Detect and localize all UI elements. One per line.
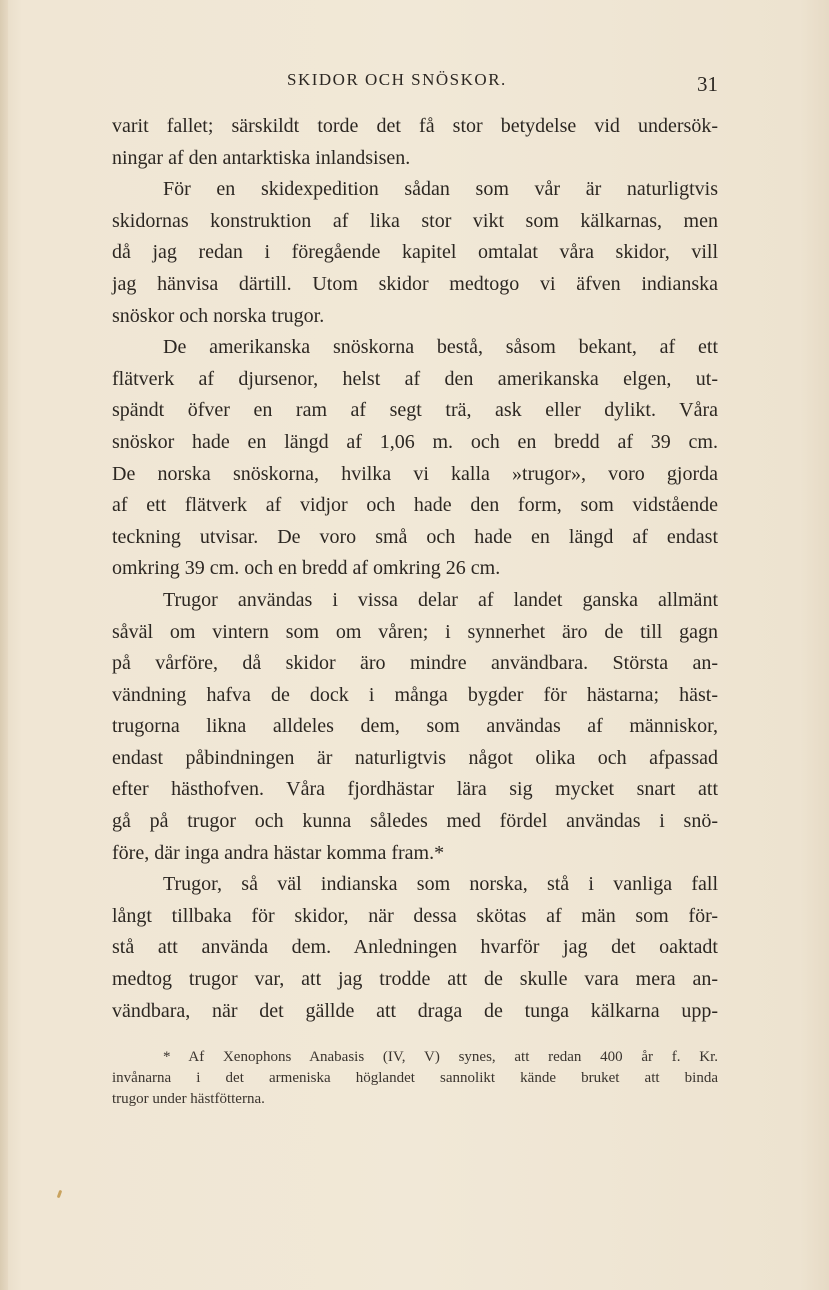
body-text (112, 111, 718, 1027)
text-line: stå att använda dem. Anledningen hvarför jag det oaktadt (112, 936, 718, 959)
text-line: medtog trugor var, att jag trodde att de skulle vara mera an- (112, 968, 718, 991)
footnote-line: trugor under hästfötterna. (112, 1091, 265, 1107)
footnote-line: * Af Xenophons Anabasis (IV, V) synes, att redan 400 år f. Kr. (163, 1049, 718, 1065)
text-line: snöskor och norska trugor. (112, 304, 325, 327)
text-line: då jag redan i föregående kapitel omtalat våra skidor, vill (112, 241, 718, 264)
text-line: teckning utvisar. De voro små och hade en längd af endast (112, 525, 718, 548)
text-line: flätverk af djursenor, helst af den amerikanska elgen, ut- (112, 367, 718, 390)
page-number: 31 (697, 72, 718, 96)
page-header (112, 70, 718, 100)
page-binding-edge (0, 0, 8, 1290)
text-line: trugorna likna alldeles dem, som användas af människor, (112, 715, 718, 738)
text-line: efter hästhofven. Våra fjordhästar lära sig mycket snart att (112, 778, 718, 801)
text-line: vändning hafva de dock i många bygder för hästarna; häst- (112, 683, 718, 706)
running-title: SKIDOR OCH SNÖSKOR. (287, 70, 507, 89)
text-line: på vårföre, då skidor äro mindre användbara. Största an- (112, 652, 718, 675)
text-line: varit fallet; särskildt torde det få stor betydelse vid undersök- (112, 115, 718, 137)
text-line: Trugor, så väl indianska som norska, stå i vanliga fall (163, 873, 718, 896)
paper-speck (57, 1190, 63, 1199)
text-line: ningar af den antarktiska inlandsisen. (112, 146, 411, 169)
text-line: snöskor hade en längd af 1,06 m. och en bredd af 39 cm. (112, 430, 718, 453)
footnote-line: invånarna i det armeniska höglandet sannolikt kände bruket att binda (112, 1070, 718, 1086)
text-line: spändt öfver en ram af segt trä, ask eller dylikt. Våra (112, 399, 718, 422)
text-line: De amerikanska snöskorna bestå, såsom bekant, af ett (163, 336, 718, 359)
text-line: De norska snöskorna, hvilka vi kalla »trugor», voro gjorda (112, 462, 718, 485)
footnote (112, 1047, 718, 1110)
text-line: af ett flätverk af vidjor och hade den form, som vidstående (112, 494, 718, 517)
text-line: gå på trugor och kunna således med fördel användas i snö- (112, 810, 718, 833)
text-line: vändbara, när det gällde att draga de tunga kälkarna upp- (112, 999, 718, 1022)
text-line: långt tillbaka för skidor, när dessa skötas af män som för- (112, 904, 718, 927)
text-line: skidornas konstruktion af lika stor vikt som kälkarnas, men (112, 209, 718, 232)
text-line: före, där inga andra hästar komma fram.* (112, 841, 445, 864)
text-line: jag hänvisa därtill. Utom skidor medtogo vi äfven indianska (112, 272, 718, 295)
text-line: såväl om vintern som om våren; i synnerhet äro de till gagn (112, 620, 718, 643)
text-line: omkring 39 cm. och en bredd af omkring 26 cm. (112, 557, 501, 580)
text-line: För en skidexpedition sådan som vår är naturligtvis (163, 178, 718, 201)
text-line: Trugor användas i vissa delar af landet ganska allmänt (163, 588, 718, 611)
text-line: endast påbindningen är naturligtvis något olika och afpassad (112, 746, 718, 769)
